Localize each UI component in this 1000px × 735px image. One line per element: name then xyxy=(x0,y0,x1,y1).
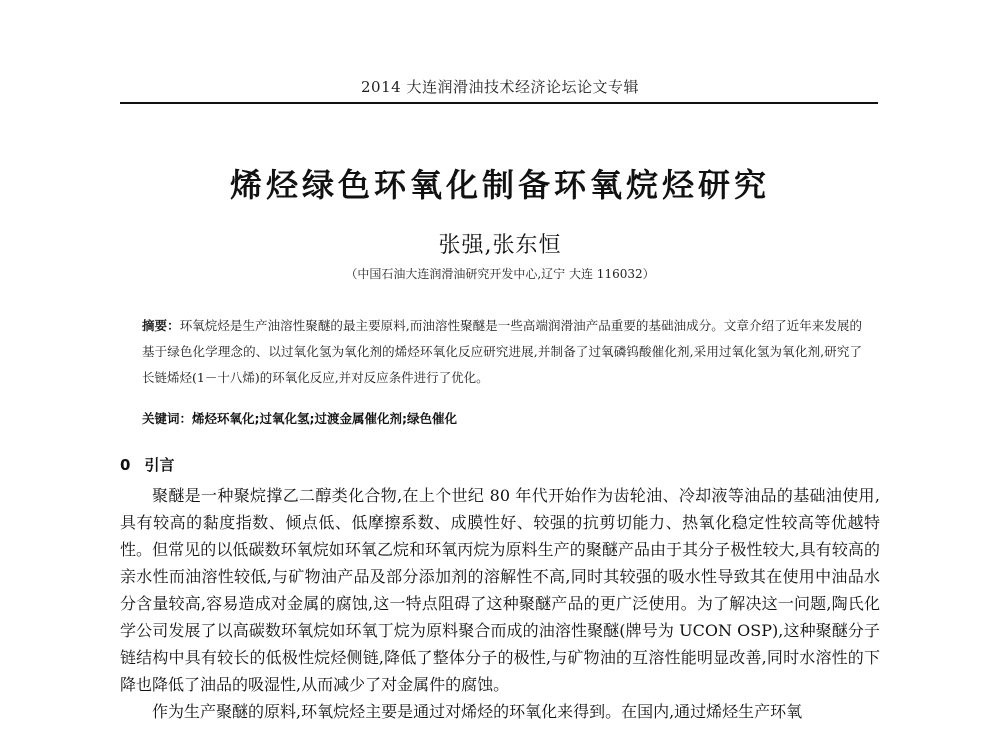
abstract-label: 摘要： xyxy=(142,318,180,333)
abstract xyxy=(142,313,862,391)
header-rule xyxy=(120,102,878,104)
body-paragraph: 作为生产聚醚的原料,环氧烷烃主要是通过对烯烃的环氧化来得到。在国内,通过烯烃生产环氧 xyxy=(152,702,803,721)
section-number: 0 xyxy=(120,456,131,474)
affiliation: （中国石油大连润滑油研究开发中心,辽宁 大连 116032） xyxy=(345,267,655,281)
body-paragraph: 聚醚是一种聚烷撑乙二醇类化合物,在上个世纪 80 年代开始作为齿轮油、冷却液等油品的基础油使用,具有较高的黏度指数、倾点低、低摩擦系数、成膜性好、较强的抗剪切能力、热氧化稳定性较高等优越特性。但常见的以低碳数环氧烷如环氧乙烷和环氧丙烷为原料生产的聚醚产品由于其分子极性较大,具有较高的亲水性而油溶性较低,与矿物油产品及部分添加剂的溶解性不高,同时其较强的吸水性导致其在使用中油品水分含量较高,容易造成对金属的腐蚀,这一特点阻碍了这种聚醚产品的更广泛使用。为了解决这一问题,陶氏化学公司发展了以高碳数环氧烷如环氧丁烷为原料聚合而成的油溶性聚醚(牌号为 UCON OSP),这种聚醚分子链结构中具有较长的低极性烷烃侧链,降低了整体分子的极性,与矿物油的互溶性能明显改善,同时水溶性的下降也降低了油品的吸湿性,从而减少了对金属件的腐蚀。 xyxy=(120,486,880,694)
authors: 张强,张东恒 xyxy=(438,233,562,258)
body-text xyxy=(120,482,880,725)
section-heading xyxy=(120,454,174,475)
section-title: 引言 xyxy=(144,456,175,474)
keywords-label: 关键词： xyxy=(142,411,193,426)
abstract-text: 环氧烷烃是生产油溶性聚醚的最主要原料,而油溶性聚醚是一些高端润滑油产品重要的基础油成分。文章介绍了近年来发展的基于绿色化学理念的、以过氧化氢为氧化剂的烯烃环氧化反应研究进展,并制备了过氧磷钨酸催化剂,采用过氧化氢为氧化剂,研究了长链烯烃(1－十八烯)的环氧化反应,并对反应条件进行了优化。 xyxy=(142,318,862,385)
running-header: 2014 大连润滑油技术经济论坛论文专辑 xyxy=(361,78,639,96)
paper-title: 烯烃绿色环氧化制备环氧烷烃研究 xyxy=(229,166,770,204)
keywords xyxy=(142,408,862,430)
keywords-text: 烯烃环氧化;过氧化氢;过渡金属催化剂;绿色催化 xyxy=(192,411,458,426)
